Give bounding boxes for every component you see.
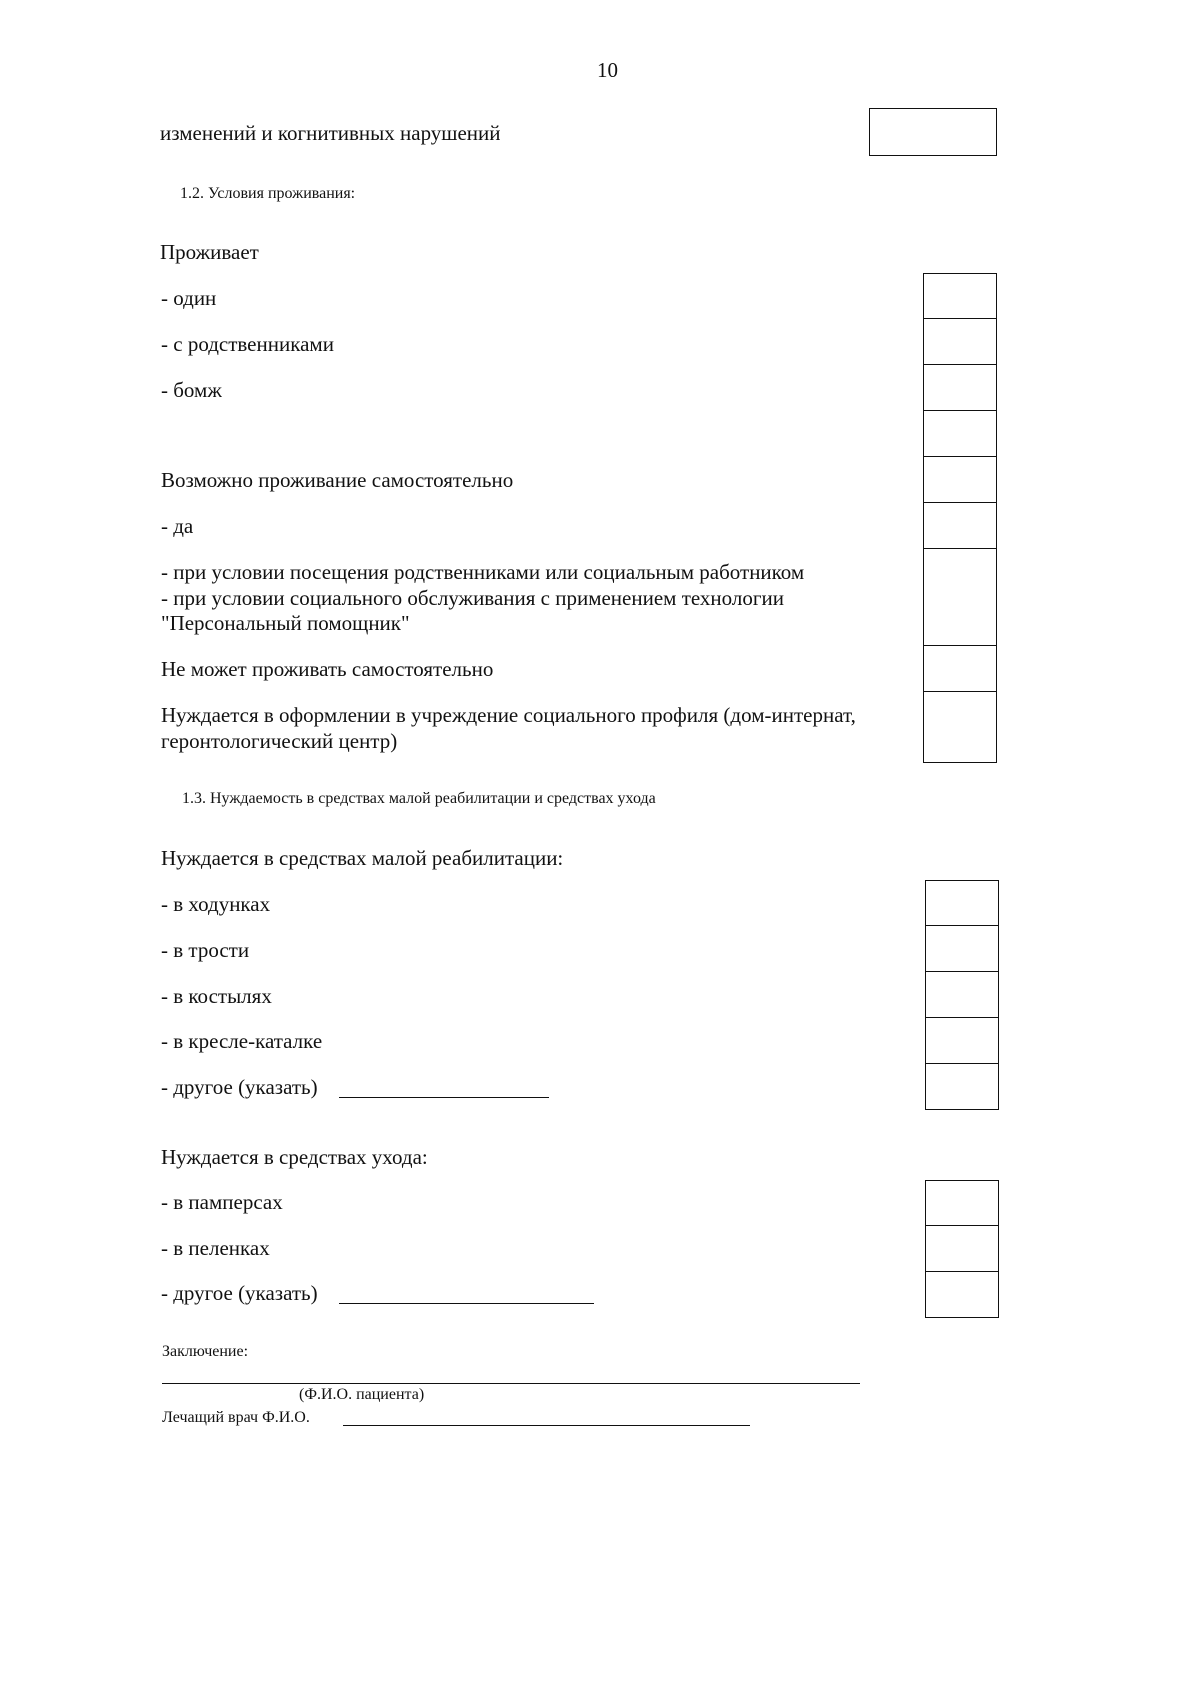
rehab-checkbox-1[interactable] bbox=[925, 880, 999, 926]
living-checkbox-3[interactable] bbox=[923, 365, 997, 411]
independent-option-service-line1: - при условии социального обслуживания с применением технологии bbox=[161, 586, 784, 610]
lives-heading: Проживает bbox=[160, 240, 259, 264]
rehab-checkbox-column bbox=[925, 880, 999, 1110]
care-other-input-line[interactable] bbox=[339, 1303, 594, 1304]
lives-option-homeless: - бомж bbox=[161, 378, 222, 402]
independent-heading: Возможно проживание самостоятельно bbox=[161, 468, 514, 492]
doctor-label: Лечащий врач Ф.И.О. bbox=[162, 1409, 310, 1426]
intro-line: изменений и когнитивных нарушений bbox=[160, 121, 501, 145]
section-1-3-title: 1.3. Нуждаемость в средствах малой реабилитации и средствах ухода bbox=[182, 790, 656, 807]
living-checkbox-5[interactable] bbox=[923, 457, 997, 503]
independent-option-yes: - да bbox=[161, 514, 194, 538]
rehab-checkbox-2[interactable] bbox=[925, 926, 999, 972]
rehab-option-crutches: - в костылях bbox=[161, 984, 272, 1008]
cannot-live-option: Не может проживать самостоятельно bbox=[161, 657, 494, 681]
care-checkbox-2[interactable] bbox=[925, 1226, 999, 1272]
care-checkbox-3[interactable] bbox=[925, 1272, 999, 1318]
needs-institution-line2: геронтологический центр) bbox=[161, 729, 398, 753]
living-checkbox-4[interactable] bbox=[923, 411, 997, 457]
section-1-2-title: 1.2. Условия проживания: bbox=[180, 185, 356, 202]
lives-option-relatives: - с родственниками bbox=[161, 332, 334, 356]
living-checkbox-7[interactable] bbox=[923, 549, 997, 646]
page-number: 10 bbox=[597, 58, 618, 82]
care-option-other: - другое (указать) bbox=[161, 1281, 318, 1305]
rehab-option-wheelchair: - в кресле-каталке bbox=[161, 1029, 323, 1053]
care-heading: Нуждается в средствах ухода: bbox=[161, 1145, 428, 1169]
rehab-other-input-line[interactable] bbox=[339, 1097, 549, 1098]
rehab-checkbox-5[interactable] bbox=[925, 1064, 999, 1110]
living-checkbox-6[interactable] bbox=[923, 503, 997, 549]
conclusion-label: Заключение: bbox=[162, 1343, 249, 1360]
patient-name-caption: (Ф.И.О. пациента) bbox=[299, 1386, 425, 1403]
rehab-option-walker: - в ходунках bbox=[161, 892, 271, 916]
intro-checkbox[interactable] bbox=[869, 108, 997, 156]
lives-option-alone: - один bbox=[161, 286, 217, 310]
care-option-diapers: - в памперсах bbox=[161, 1190, 283, 1214]
living-checkbox-2[interactable] bbox=[923, 319, 997, 365]
care-checkbox-1[interactable] bbox=[925, 1180, 999, 1226]
independent-option-visits: - при условии посещения родственниками или социальным работником bbox=[161, 560, 805, 584]
living-checkbox-column bbox=[923, 273, 997, 763]
independent-option-service-line2: "Персональный помощник" bbox=[161, 611, 410, 635]
rehab-option-other: - другое (указать) bbox=[161, 1075, 318, 1099]
rehab-checkbox-3[interactable] bbox=[925, 972, 999, 1018]
rehab-checkbox-4[interactable] bbox=[925, 1018, 999, 1064]
patient-name-input-line[interactable] bbox=[162, 1383, 860, 1384]
living-checkbox-9[interactable] bbox=[923, 692, 997, 763]
living-checkbox-1[interactable] bbox=[923, 273, 997, 319]
rehab-option-cane: - в трости bbox=[161, 938, 250, 962]
doctor-name-input-line[interactable] bbox=[343, 1425, 750, 1426]
needs-institution-line1: Нуждается в оформлении в учреждение социального профиля (дом-интернат, bbox=[161, 703, 856, 727]
living-checkbox-8[interactable] bbox=[923, 646, 997, 692]
care-checkbox-column bbox=[925, 1180, 999, 1318]
care-option-sheets: - в пеленках bbox=[161, 1236, 270, 1260]
rehab-heading: Нуждается в средствах малой реабилитации: bbox=[161, 846, 564, 870]
